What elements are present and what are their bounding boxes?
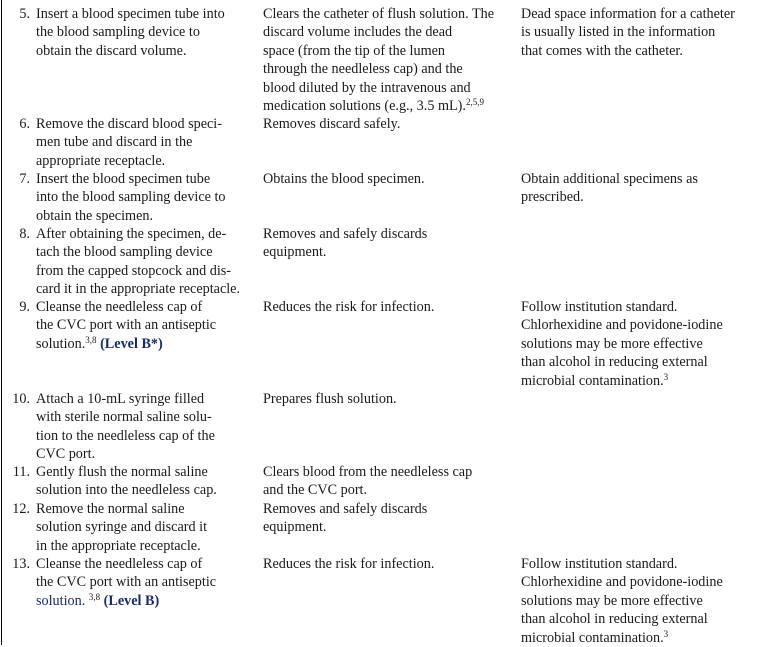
- step-action: Insert the blood specimen tube into the blood sampling device to obtain the specimen.: [36, 171, 226, 224]
- step-rationale: Reduces the risk for infection.: [263, 299, 435, 315]
- step-number: 5.: [19, 6, 30, 22]
- step-action: Insert a blood specimen tube into the blood sampling device to obtain the discard volume.: [36, 6, 225, 59]
- step-number: 13.: [12, 556, 30, 572]
- step-number: 12.: [12, 501, 30, 517]
- step-action: Remove the discard blood speci- men tube and discard in the appropriate receptacle.: [36, 116, 222, 169]
- step-notes: Dead space information for a catheter is usually listed in the information that comes with the catheter.: [521, 6, 735, 59]
- step-action: Attach a 10-mL syringe filled with sterile normal saline solu- tion to the needleless cap of the CVC port.: [36, 391, 215, 463]
- step-rationale: Clears the catheter of flush solution. The discard volume includes the dead space (from the tip of the lumen through the needleless cap) and the blood diluted by the intravenous and medication solutions (e.g., 3.5 mL).$^{2,5,9}$: [263, 6, 495, 115]
- step-rationale: Removes discard safely.: [263, 116, 401, 132]
- step-action: After obtaining the specimen, de- tach the blood sampling device from the capped stopcock and dis- card it in the appropriate receptacle.: [36, 226, 241, 298]
- evidence-level: (Level B): [103, 592, 160, 609]
- step-number: 6.: [19, 116, 30, 132]
- step-rationale: Clears blood from the needleless cap and the CVC port.: [263, 464, 473, 499]
- step-number: 9.: [19, 299, 30, 315]
- reference-superscript: 3,8: [88, 591, 101, 602]
- step-action: Cleanse the needleless cap of the CVC port with an antiseptic solution. $^{3,8}$ (Level B): [36, 556, 217, 609]
- step-action: Gently flush the normal saline solution into the needleless cap.: [36, 464, 217, 499]
- reference-superscript: 3: [663, 628, 669, 639]
- reference-superscript: 2,5,9: [465, 97, 484, 108]
- evidence-level: (Level B*): [100, 335, 163, 352]
- step-rationale: Reduces the risk for infection.: [263, 556, 435, 572]
- reference-superscript: 3: [663, 371, 669, 382]
- step-notes: Obtain additional specimens as prescribed.: [521, 171, 698, 206]
- step-notes: Follow institution standard. Chlorhexidine and povidone-iodine solutions may be more effective than alcohol in reducing external microbial contamination.$^3$: [521, 299, 723, 389]
- step-action: Cleanse the needleless cap of the CVC port with an antiseptic solution.$^{3,8}$ (Level B*): [36, 299, 217, 352]
- step-rationale: Removes and safely discards equipment.: [263, 226, 428, 261]
- left-margin-rule: [1, 0, 2, 645]
- step-notes: Follow institution standard. Chlorhexidine and povidone-iodine solutions may be more effective than alcohol in reducing external microbial contamination.$^3$: [521, 556, 723, 646]
- step-number: 11.: [12, 464, 30, 480]
- step-number: 7.: [19, 171, 30, 187]
- step-rationale: Prepares flush solution.: [263, 391, 397, 407]
- step-rationale: Removes and safely discards equipment.: [263, 501, 428, 536]
- step-rationale: Obtains the blood specimen.: [263, 171, 425, 187]
- reference-superscript: 3,8: [85, 334, 97, 345]
- step-number: 8.: [19, 226, 30, 242]
- step-action: Remove the normal saline solution syringe and discard it in the appropriate receptacle.: [36, 501, 208, 554]
- step-number: 10.: [12, 391, 30, 407]
